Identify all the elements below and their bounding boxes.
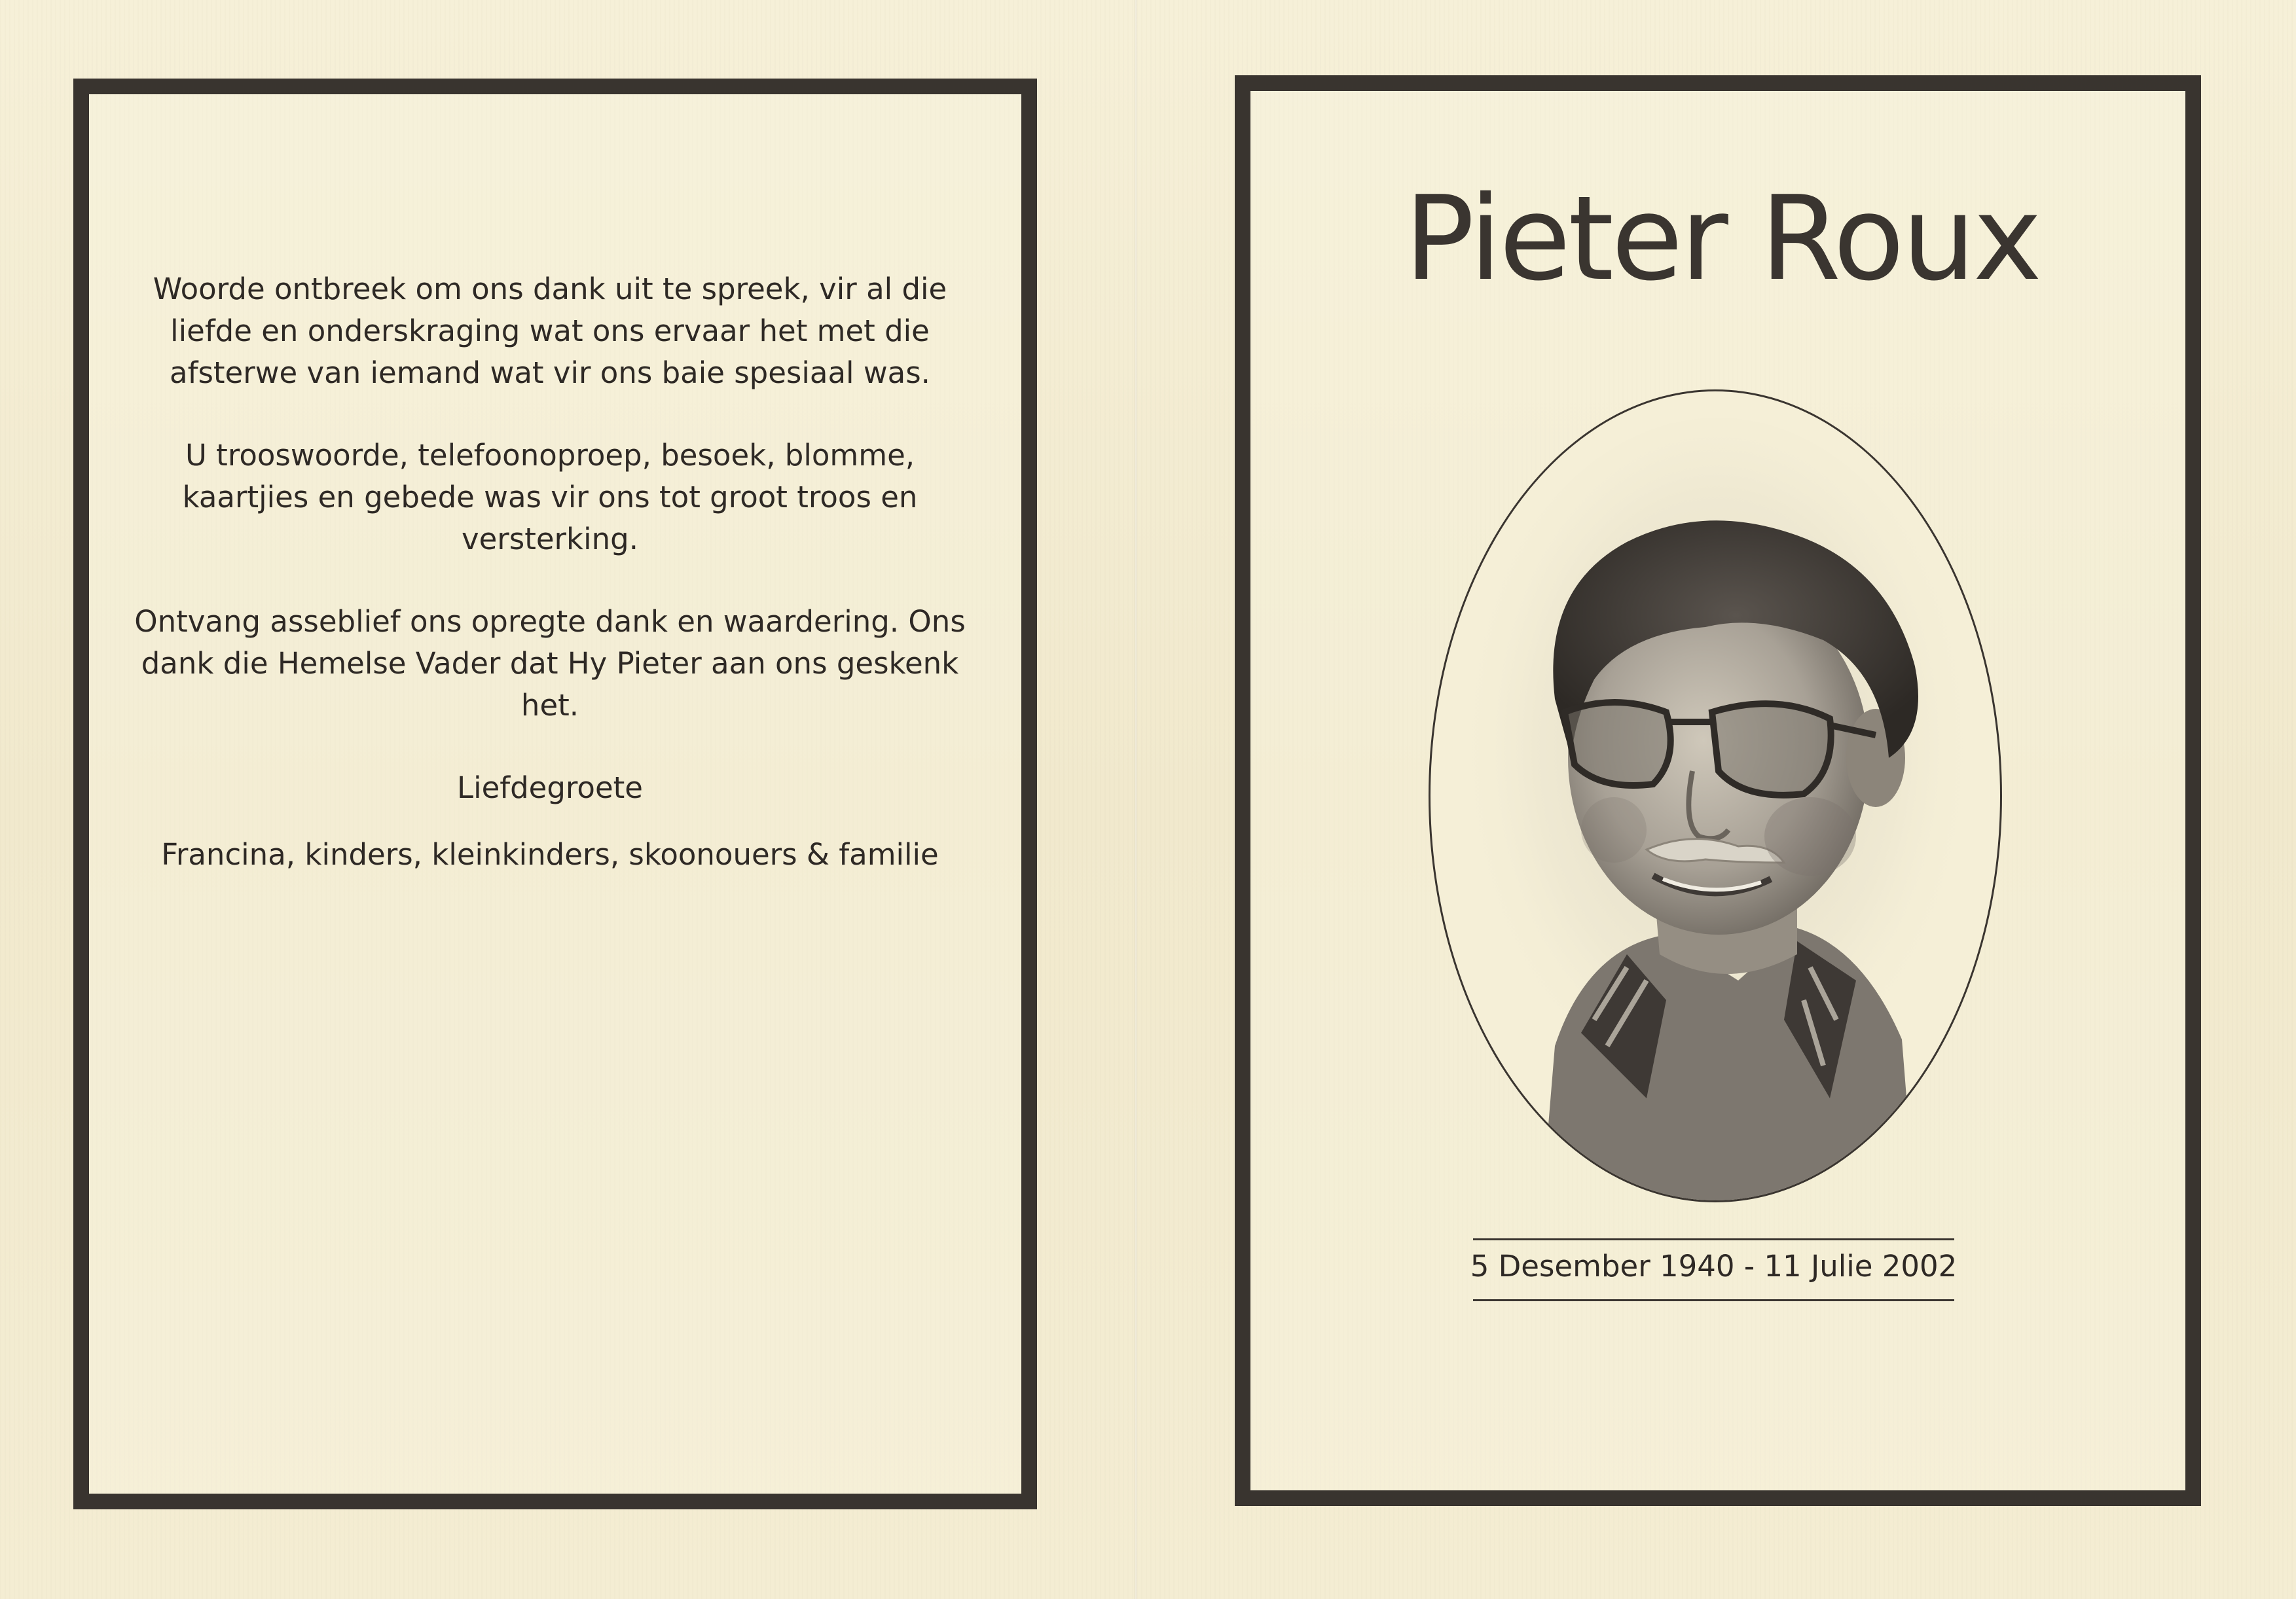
- thank-you-message: [131, 268, 969, 916]
- portrait-photo: [1430, 391, 2002, 1202]
- dates-bottom-rule: [1473, 1299, 1954, 1301]
- closing-greeting: Liefdegroete: [457, 770, 643, 805]
- card-fold: [1135, 0, 1137, 1599]
- life-dates: 5 Desember 1940 - 11 Julie 2002: [1470, 1249, 1958, 1284]
- thank-you-paragraph-2: U trooswoorde, telefoonoproep, besoek, blomme, kaartjies en gebede was vir ons tot groot troos en versterking.: [182, 438, 918, 556]
- family-signature: Francina, kinders, kleinkinders, skoonouers & familie: [161, 837, 939, 872]
- thank-you-paragraph-3: Ontvang asseblief ons opregte dank en waardering. Ons dank die Hemelse Vader dat Hy Pieter aan ons geskenk het.: [134, 604, 966, 723]
- dates-top-rule: [1473, 1238, 1954, 1240]
- thank-you-paragraph-1: Woorde ontbreek om ons dank uit te spreek, vir al die liefde en onderskraging wat ons ervaar het met die afsterwe van iemand wat vir ons baie spesiaal was.: [153, 272, 947, 390]
- deceased-name: Pieter Roux: [1404, 171, 2040, 306]
- portrait-oval-frame: [1429, 389, 2002, 1202]
